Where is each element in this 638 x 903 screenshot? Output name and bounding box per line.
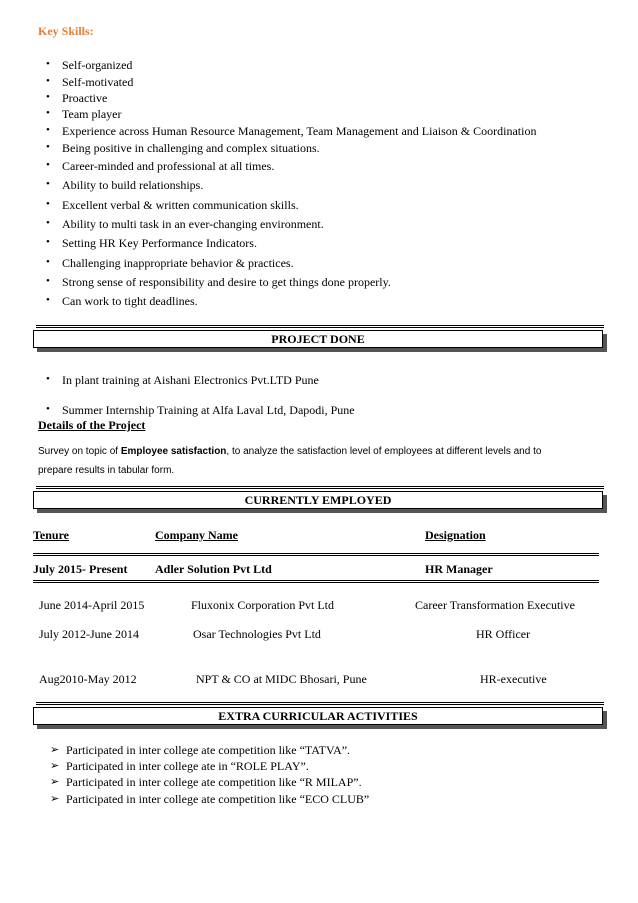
arrow-bullet-icon: ➢ <box>50 776 60 788</box>
skill-item: • Proactive <box>46 91 108 105</box>
table-row-tenure: July 2012-June 2014 <box>39 627 139 641</box>
bullet-icon: • <box>46 141 50 153</box>
table-row-designation: Career Transformation Executive <box>415 598 575 612</box>
skill-item: • Strong sense of responsibility and desire to get things done properly. <box>46 275 391 289</box>
column-header-tenure: Tenure <box>33 528 70 542</box>
project-item: • In plant training at Aishani Electronics Pvt.LTD Pune <box>46 373 319 387</box>
bullet-icon: • <box>46 91 50 103</box>
skill-item: • Can work to tight deadlines. <box>46 294 198 308</box>
skill-item: • Ability to multi task in an ever-changing environment. <box>46 217 324 231</box>
extra-curricular-heading: EXTRA CURRICULAR ACTIVITIES <box>33 707 603 725</box>
bullet-icon: • <box>46 236 50 248</box>
skill-item: • Career-minded and professional at all times. <box>46 159 275 173</box>
current-company: Adler Solution Pvt Ltd <box>155 562 272 576</box>
arrow-bullet-icon: ➢ <box>50 744 60 756</box>
skill-item: • Team player <box>46 107 122 121</box>
column-header-company: Company Name <box>155 528 238 542</box>
extra-curricular-item: ➢ Participated in inter college ate competition like “ECO CLUB” <box>50 792 370 806</box>
skill-item: • Challenging inappropriate behavior & practices. <box>46 256 294 270</box>
table-rule <box>33 580 599 583</box>
current-designation: HR Manager <box>425 562 493 576</box>
details-text-line2: prepare results in tabular form. <box>38 465 175 476</box>
bullet-icon: • <box>46 217 50 229</box>
table-rule <box>33 553 599 556</box>
bullet-icon: • <box>46 178 50 190</box>
bullet-icon: • <box>46 294 50 306</box>
table-row-company: NPT & CO at MIDC Bhosari, Pune <box>196 672 367 686</box>
bullet-icon: • <box>46 58 50 70</box>
section-rule <box>36 325 604 328</box>
bullet-icon: • <box>46 198 50 210</box>
table-row-designation: HR Officer <box>476 627 531 641</box>
bullet-icon: • <box>46 256 50 268</box>
table-row-tenure: Aug2010-May 2012 <box>39 672 137 686</box>
table-row-designation: HR-executive <box>480 672 547 686</box>
extra-curricular-item: ➢ Participated in inter college ate competition like “R MILAP”. <box>50 775 362 789</box>
table-row-company: Fluxonix Corporation Pvt Ltd <box>191 598 335 612</box>
column-header-designation: Designation <box>425 528 486 542</box>
bullet-icon: • <box>46 107 50 119</box>
extra-curricular-item: ➢ Participated in inter college ate competition like “TATVA”. <box>50 743 351 757</box>
project-done-heading: PROJECT DONE <box>33 330 603 348</box>
arrow-bullet-icon: ➢ <box>50 793 60 805</box>
table-row-company: Osar Technologies Pvt Ltd <box>193 627 321 641</box>
section-rule <box>36 486 604 489</box>
bullet-icon: • <box>46 159 50 171</box>
bullet-icon: • <box>46 275 50 287</box>
bullet-icon: • <box>46 124 50 136</box>
details-text-line1: Survey on topic of Employee satisfaction, to analyze the satisfaction level of employees at different levels and to <box>38 446 542 457</box>
skill-item: • Self-motivated <box>46 75 134 89</box>
arrow-bullet-icon: ➢ <box>50 760 60 772</box>
table-row-tenure: June 2014-April 2015 <box>39 598 145 612</box>
bullet-icon: • <box>46 403 50 415</box>
skill-item: • Being positive in challenging and complex situations. <box>46 141 320 155</box>
key-skills-heading: Key Skills: <box>38 24 94 38</box>
details-heading: Details of the Project <box>38 418 146 432</box>
skill-item: • Excellent verbal & written communication skills. <box>46 198 299 212</box>
section-rule <box>36 702 604 705</box>
skill-item: • Self-organized <box>46 58 133 72</box>
current-tenure: July 2015- Present <box>33 562 128 576</box>
currently-employed-heading: CURRENTLY EMPLOYED <box>33 491 603 509</box>
extra-curricular-item: ➢ Participated in inter college ate in “ROLE PLAY”. <box>50 759 309 773</box>
skill-item: • Experience across Human Resource Management, Team Management and Liaison & Coordination <box>46 124 537 138</box>
bullet-icon: • <box>46 75 50 87</box>
skill-item: • Setting HR Key Performance Indicators. <box>46 236 257 250</box>
skill-item: • Ability to build relationships. <box>46 178 204 192</box>
bullet-icon: • <box>46 373 50 385</box>
project-item: • Summer Internship Training at Alfa Laval Ltd, Dapodi, Pune <box>46 403 355 417</box>
